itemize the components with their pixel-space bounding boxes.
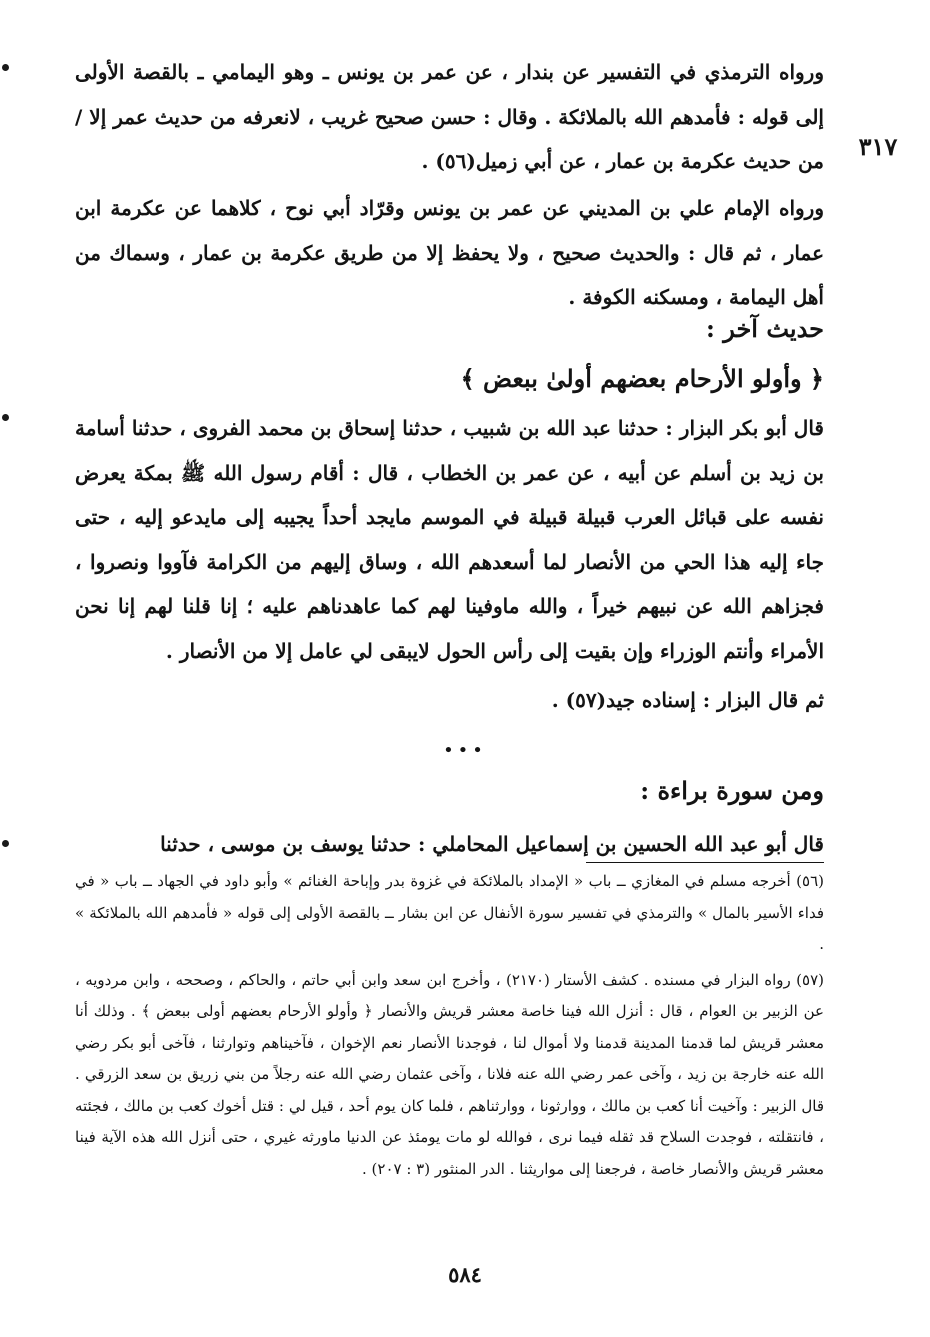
section-heading-surat-baraa: ومن سورة براءة : bbox=[640, 776, 824, 805]
isnad-grading: ثم قال البزار : إسناده جيد(٥٧) . bbox=[551, 688, 824, 712]
binding-mark bbox=[2, 414, 9, 421]
paragraph-tirmidhi-narration: ورواه الترمذي في التفسير عن بندار ، عن عمر بن يونس ـ وهو اليمامي ـ بالقصة الأولى إلى قوله : فأمدهم الله بالملائكة . وقال : حسن صحيح غريب ، لانعرفه من حديث عمر إلا / من حديث عكرمة بن عمار ، عن أبي زميل(٥٦) . bbox=[75, 60, 824, 173]
quran-verse: ﴿ وأولو الأرحام بعضهم أولىٰ ببعض ﴾ bbox=[460, 364, 824, 393]
footnotes bbox=[75, 866, 824, 1185]
binding-mark bbox=[2, 840, 9, 847]
page-number: ٥٨٤ bbox=[448, 1262, 482, 1287]
paragraph-mahamili-narration: قال أبو عبد الله الحسين بن إسماعيل المحاملي : حدثنا يوسف بن موسى ، حدثنا bbox=[160, 832, 824, 856]
binding-mark bbox=[2, 64, 9, 71]
margin-page-reference: ٣١٧ bbox=[858, 132, 898, 161]
section-heading-another-hadith: حديث آخر : bbox=[706, 314, 824, 343]
footnote-57: (٥٧) رواه البزار في مسنده . كشف الأستار (٢١٧٠) ، وأخرج ابن سعد وابن أبي حاتم ، والحاكم ، وصححه ، وابن مردويه ، عن الزبير بن العوام ، قال : أنزل الله فينا خاصة معشر قريش والأنصار ﴿ وأولو الأرحام بعضهم أولى ببعض ﴾ . وذلك أنا معشر قريش لما قدمنا المدينة قدمنا ولا أموال لنا ، فوجدنا الأنصار نعم الإخوان ، فآخيناهم وتوارثنا ، فآخى أبو بكر رضي الله عنه خارجة بن زيد ، وآخى عمر رضي الله عنه فلانا ، وآخى عثمان رضي الله عنه رجلاً من بني زريق بن سعد الزرقي . قال الزبير : وآخيت أنا كعب بن مالك ، ووارثونا ، ووارثناهم ، فلما كان يوم أحد ، قيل لي : قتل أخوك كعب بن مالك ، فجئته ، فانتقلته ، فوجدت السلاح قد ثقله فيما نرى ، فوالله لو مات يومئذ عن الدنيا ماورثه غيري ، حتى أنزل الله هذه الآية فينا معشر قريش والأنصار خاصة ، فرجعنا إلى مواريثنا . الدر المنثور (٣ : ٢٠٧) . bbox=[75, 970, 824, 1178]
footnote-56: (٥٦) أخرجه مسلم في المغازي ــ باب « الإمداد بالملائكة في غزوة بدر وإباحة الغنائم » وأبو داود في الجهاد ــ باب « في فداء الأسير بالمال » والترمذي في تفسير سورة الأنفال عن ابن بشار ــ بالقصة الأولى إلى قوله « فأمدهم الله بالملائكة » . bbox=[75, 872, 824, 953]
footnote-divider bbox=[586, 862, 824, 863]
paragraph-bazzar-hadith: قال أبو بكر البزار : حدثنا عبد الله بن شبيب ، حدثنا إسحاق بن محمد الفروى ، حدثنا أسامة بن زيد بن أسلم عن أبيه ، عن عمر بن الخطاب ، قال : أقام رسول الله ﷺ بمكة يعرض نفسه على قبائل العرب قبيلة قبيلة في الموسم مايجد أحداً يجيبه إلى مايدعو إليه ، حتى جاء إليه هذا الحي من الأنصار لما أسعدهم الله ، وساق إليهم من الكرامة فآووا ونصروا ، فجزاهم الله عن نبيهم خيراً ، والله ماوفينا لهم كما عاهدناهم عليه ؛ إنا قلنا لهم إنا نحن الأمراء وأنتم الوزراء وإن بقيت إلى رأس الحول لايبقى لي عامل إلا من الأنصار . bbox=[75, 416, 824, 663]
paragraph-ibn-madini-narration: ورواه الإمام علي بن المديني عن عمر بن يونس وقرّاد أبي نوح ، كلاهما عن عكرمة ابن عمار ، ثم قال : والحديث صحيح ، ولا يحفظ إلا من طريق عكرمة بن عمار ، وسماك من أهل اليمامة ، ومسكنه الكوفة . bbox=[75, 196, 825, 309]
section-separator: ••• bbox=[443, 740, 487, 761]
